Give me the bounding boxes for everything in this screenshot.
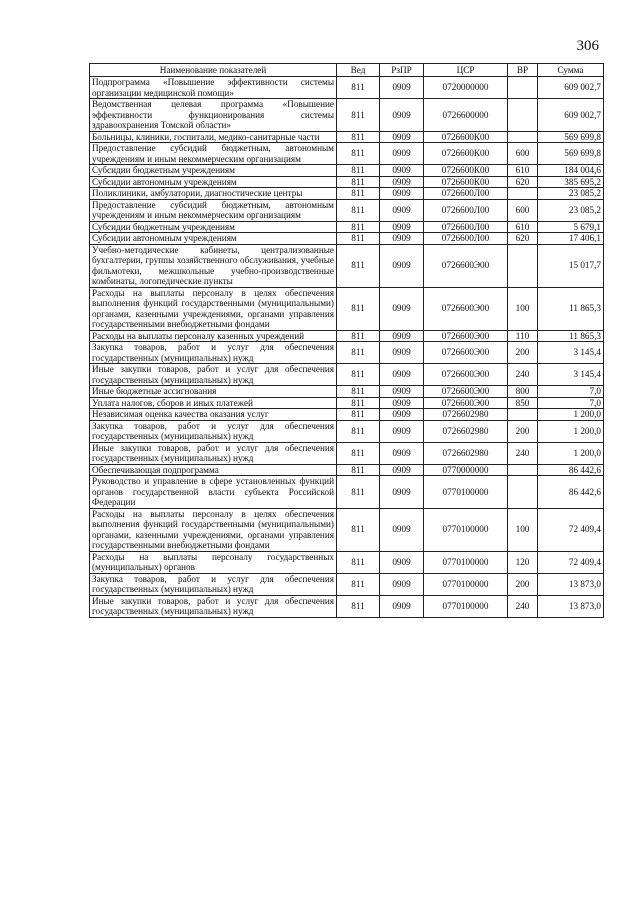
cell-name: Руководство и управление в сфере установленных функций органов государственной власти субъекта Российской Федерации xyxy=(90,476,337,509)
cell-csr: 0726600К00 xyxy=(424,165,508,177)
table-row xyxy=(90,442,604,464)
cell-sum: 5 679,1 xyxy=(538,221,604,233)
cell-vr xyxy=(508,244,538,287)
cell-rzpr: 0909 xyxy=(380,551,424,573)
cell-ved: 811 xyxy=(337,165,380,177)
cell-name: Субсидии бюджетным учреждениям xyxy=(90,221,337,233)
cell-csr: 0726600Л00 xyxy=(424,221,508,233)
table-row xyxy=(90,99,604,132)
table-row xyxy=(90,595,604,617)
cell-csr: 0726600Э00 xyxy=(424,342,508,364)
cell-sum: 7,0 xyxy=(538,397,604,409)
budget-table xyxy=(89,63,604,618)
cell-ved: 811 xyxy=(337,244,380,287)
cell-rzpr: 0909 xyxy=(380,199,424,221)
cell-ved: 811 xyxy=(337,143,380,165)
cell-sum: 23 085,2 xyxy=(538,199,604,221)
cell-vr: 620 xyxy=(508,233,538,245)
cell-name: Субсидии бюджетным учреждениям xyxy=(90,165,337,177)
cell-name: Предоставление субсидий бюджетным, автономным учреждениям и иным некоммерческим организациям xyxy=(90,199,337,221)
cell-ved: 811 xyxy=(337,199,380,221)
cell-csr: 0770000000 xyxy=(424,464,508,476)
cell-csr: 0726600К00 xyxy=(424,176,508,188)
table-row xyxy=(90,386,604,398)
cell-rzpr: 0909 xyxy=(380,233,424,245)
table-row xyxy=(90,420,604,442)
cell-rzpr: 0909 xyxy=(380,464,424,476)
cell-name: Независимая оценка качества оказания услуг xyxy=(90,409,337,421)
cell-name: Субсидии автономным учреждениям xyxy=(90,233,337,245)
cell-name: Иные закупки товаров, работ и услуг для обеспечения государственных (муниципальных) нужд xyxy=(90,595,337,617)
table-row xyxy=(90,287,604,330)
header-vr: ВР xyxy=(508,64,538,77)
cell-sum: 184 004,6 xyxy=(538,165,604,177)
cell-sum: 1 200,0 xyxy=(538,442,604,464)
cell-csr: 0726600Э00 xyxy=(424,330,508,342)
cell-vr xyxy=(508,131,538,143)
cell-name: Расходы на выплаты персоналу государственных (муниципальных) органов xyxy=(90,551,337,573)
cell-ved: 811 xyxy=(337,131,380,143)
cell-sum: 609 002,7 xyxy=(538,77,604,99)
cell-rzpr: 0909 xyxy=(380,165,424,177)
cell-sum: 609 002,7 xyxy=(538,99,604,132)
cell-csr: 0770100000 xyxy=(424,476,508,509)
header-sum: Сумма xyxy=(538,64,604,77)
table-row xyxy=(90,409,604,421)
cell-csr: 0726600Э00 xyxy=(424,397,508,409)
table-header-row xyxy=(90,64,604,77)
cell-name: Иные бюджетные ассигнования xyxy=(90,386,337,398)
cell-vr: 610 xyxy=(508,221,538,233)
cell-name: Субсидии автономным учреждениям xyxy=(90,176,337,188)
cell-csr: 0770100000 xyxy=(424,551,508,573)
cell-ved: 811 xyxy=(337,595,380,617)
cell-csr: 0726600Э00 xyxy=(424,287,508,330)
cell-rzpr: 0909 xyxy=(380,188,424,200)
cell-sum: 15 017,7 xyxy=(538,244,604,287)
table-row xyxy=(90,233,604,245)
header-rzpr: РзПР xyxy=(380,64,424,77)
cell-ved: 811 xyxy=(337,188,380,200)
cell-name: Закупка товаров, работ и услуг для обеспечения государственных (муниципальных) нужд xyxy=(90,342,337,364)
cell-name: Уплата налогов, сборов и иных платежей xyxy=(90,397,337,409)
cell-sum: 11 865,3 xyxy=(538,287,604,330)
cell-csr: 0726600Э00 xyxy=(424,244,508,287)
cell-sum: 385 695,2 xyxy=(538,176,604,188)
cell-csr: 0770100000 xyxy=(424,595,508,617)
table-row xyxy=(90,143,604,165)
cell-sum: 7,0 xyxy=(538,386,604,398)
cell-ved: 811 xyxy=(337,409,380,421)
cell-csr: 0726602980 xyxy=(424,420,508,442)
cell-ved: 811 xyxy=(337,442,380,464)
cell-name: Расходы на выплаты персоналу в целях обеспечения выполнения функций государственными (муниципальными) органами, казенными учреждениями, органами управления государственными внебюджетными фондами xyxy=(90,287,337,330)
cell-sum: 569 699,8 xyxy=(538,143,604,165)
cell-sum: 86 442,6 xyxy=(538,476,604,509)
cell-name: Обеспечивающая подпрограмма xyxy=(90,464,337,476)
cell-vr: 600 xyxy=(508,199,538,221)
cell-vr xyxy=(508,464,538,476)
cell-rzpr: 0909 xyxy=(380,409,424,421)
cell-rzpr: 0909 xyxy=(380,131,424,143)
header-name: Наименование показателей xyxy=(90,64,337,77)
cell-sum: 3 145,4 xyxy=(538,342,604,364)
cell-rzpr: 0909 xyxy=(380,442,424,464)
table-row xyxy=(90,199,604,221)
cell-sum: 1 200,0 xyxy=(538,409,604,421)
table-row xyxy=(90,508,604,551)
table-row xyxy=(90,176,604,188)
cell-ved: 811 xyxy=(337,99,380,132)
cell-name: Ведомственная целевая программа «Повышение эффективности функционирования системы здравоохранения Томской области» xyxy=(90,99,337,132)
cell-ved: 811 xyxy=(337,233,380,245)
table-row xyxy=(90,165,604,177)
table-row xyxy=(90,573,604,595)
cell-sum: 1 200,0 xyxy=(538,420,604,442)
cell-rzpr: 0909 xyxy=(380,77,424,99)
cell-sum: 72 409,4 xyxy=(538,508,604,551)
cell-csr: 0726600К00 xyxy=(424,143,508,165)
header-ved: Вед xyxy=(337,64,380,77)
page-number: 306 xyxy=(576,38,599,54)
cell-rzpr: 0909 xyxy=(380,287,424,330)
cell-ved: 811 xyxy=(337,397,380,409)
cell-name: Учебно-методические кабинеты, централизованные бухгалтерии, группы хозяйственного обслуживания, учебные фильмотеки, межшкольные учебно-производственные комбинаты, логопедические пункты xyxy=(90,244,337,287)
cell-vr: 610 xyxy=(508,165,538,177)
cell-vr: 240 xyxy=(508,595,538,617)
cell-sum: 23 085,2 xyxy=(538,188,604,200)
cell-rzpr: 0909 xyxy=(380,508,424,551)
cell-rzpr: 0909 xyxy=(380,342,424,364)
cell-rzpr: 0909 xyxy=(380,476,424,509)
cell-rzpr: 0909 xyxy=(380,244,424,287)
cell-ved: 811 xyxy=(337,330,380,342)
cell-csr: 0726600Э00 xyxy=(424,364,508,386)
table-row xyxy=(90,77,604,99)
cell-ved: 811 xyxy=(337,221,380,233)
cell-sum: 72 409,4 xyxy=(538,551,604,573)
cell-sum: 13 873,0 xyxy=(538,595,604,617)
cell-name: Закупка товаров, работ и услуг для обеспечения государственных (муниципальных) нужд xyxy=(90,420,337,442)
cell-csr: 0726602980 xyxy=(424,409,508,421)
table-row xyxy=(90,330,604,342)
cell-vr xyxy=(508,77,538,99)
table-row xyxy=(90,342,604,364)
cell-vr xyxy=(508,476,538,509)
cell-name: Предоставление субсидий бюджетным, автономным учреждениям и иным некоммерческим организациям xyxy=(90,143,337,165)
cell-csr: 0720000000 xyxy=(424,77,508,99)
cell-rzpr: 0909 xyxy=(380,595,424,617)
table-row xyxy=(90,464,604,476)
cell-vr xyxy=(508,188,538,200)
cell-ved: 811 xyxy=(337,508,380,551)
table-body xyxy=(90,77,604,618)
cell-name: Подпрограмма «Повышение эффективности системы организации медицинской помощи» xyxy=(90,77,337,99)
cell-name: Расходы на выплаты персоналу в целях обеспечения выполнения функций государственными (муниципальными) органами, казенными учреждениями, органами управления государственными внебюджетными фондами xyxy=(90,508,337,551)
cell-rzpr: 0909 xyxy=(380,420,424,442)
cell-vr: 200 xyxy=(508,420,538,442)
cell-ved: 811 xyxy=(337,287,380,330)
cell-ved: 811 xyxy=(337,386,380,398)
cell-csr: 0726600Э00 xyxy=(424,386,508,398)
table-row xyxy=(90,364,604,386)
cell-csr: 0726600Л00 xyxy=(424,199,508,221)
cell-rzpr: 0909 xyxy=(380,573,424,595)
cell-rzpr: 0909 xyxy=(380,330,424,342)
cell-csr: 0726600000 xyxy=(424,99,508,132)
cell-rzpr: 0909 xyxy=(380,176,424,188)
cell-vr: 200 xyxy=(508,342,538,364)
cell-name: Закупка товаров, работ и услуг для обеспечения государственных (муниципальных) нужд xyxy=(90,573,337,595)
cell-name: Поликлиники, амбулатории, диагностические центры xyxy=(90,188,337,200)
table-row xyxy=(90,221,604,233)
cell-sum: 17 406,1 xyxy=(538,233,604,245)
cell-csr: 0726600К00 xyxy=(424,131,508,143)
cell-sum: 13 873,0 xyxy=(538,573,604,595)
cell-ved: 811 xyxy=(337,77,380,99)
table-row xyxy=(90,244,604,287)
cell-vr: 240 xyxy=(508,442,538,464)
header-csr: ЦСР xyxy=(424,64,508,77)
cell-sum: 569 699,8 xyxy=(538,131,604,143)
cell-rzpr: 0909 xyxy=(380,397,424,409)
cell-ved: 811 xyxy=(337,364,380,386)
cell-sum: 3 145,4 xyxy=(538,364,604,386)
cell-vr: 100 xyxy=(508,287,538,330)
cell-vr xyxy=(508,99,538,132)
cell-vr: 850 xyxy=(508,397,538,409)
cell-vr: 240 xyxy=(508,364,538,386)
cell-name: Больницы, клиники, госпитали, медико-санитарные части xyxy=(90,131,337,143)
cell-vr xyxy=(508,409,538,421)
cell-csr: 0726600Л00 xyxy=(424,188,508,200)
cell-ved: 811 xyxy=(337,551,380,573)
table-row xyxy=(90,188,604,200)
cell-csr: 0726602980 xyxy=(424,442,508,464)
cell-name: Иные закупки товаров, работ и услуг для обеспечения государственных (муниципальных) нужд xyxy=(90,364,337,386)
cell-rzpr: 0909 xyxy=(380,221,424,233)
cell-rzpr: 0909 xyxy=(380,364,424,386)
cell-rzpr: 0909 xyxy=(380,99,424,132)
cell-name: Иные закупки товаров, работ и услуг для обеспечения государственных (муниципальных) нужд xyxy=(90,442,337,464)
cell-ved: 811 xyxy=(337,476,380,509)
table-row xyxy=(90,551,604,573)
cell-rzpr: 0909 xyxy=(380,386,424,398)
cell-ved: 811 xyxy=(337,573,380,595)
cell-vr: 100 xyxy=(508,508,538,551)
cell-vr: 200 xyxy=(508,573,538,595)
table-row xyxy=(90,397,604,409)
cell-name: Расходы на выплаты персоналу казенных учреждений xyxy=(90,330,337,342)
cell-ved: 811 xyxy=(337,342,380,364)
cell-ved: 811 xyxy=(337,420,380,442)
cell-csr: 0770100000 xyxy=(424,508,508,551)
cell-vr: 620 xyxy=(508,176,538,188)
cell-vr: 110 xyxy=(508,330,538,342)
cell-vr: 800 xyxy=(508,386,538,398)
cell-vr: 120 xyxy=(508,551,538,573)
cell-rzpr: 0909 xyxy=(380,143,424,165)
cell-vr: 600 xyxy=(508,143,538,165)
cell-csr: 0726600Л00 xyxy=(424,233,508,245)
cell-ved: 811 xyxy=(337,464,380,476)
cell-sum: 11 865,3 xyxy=(538,330,604,342)
cell-csr: 0770100000 xyxy=(424,573,508,595)
table-row xyxy=(90,476,604,509)
table-row xyxy=(90,131,604,143)
cell-sum: 86 442,6 xyxy=(538,464,604,476)
cell-ved: 811 xyxy=(337,176,380,188)
